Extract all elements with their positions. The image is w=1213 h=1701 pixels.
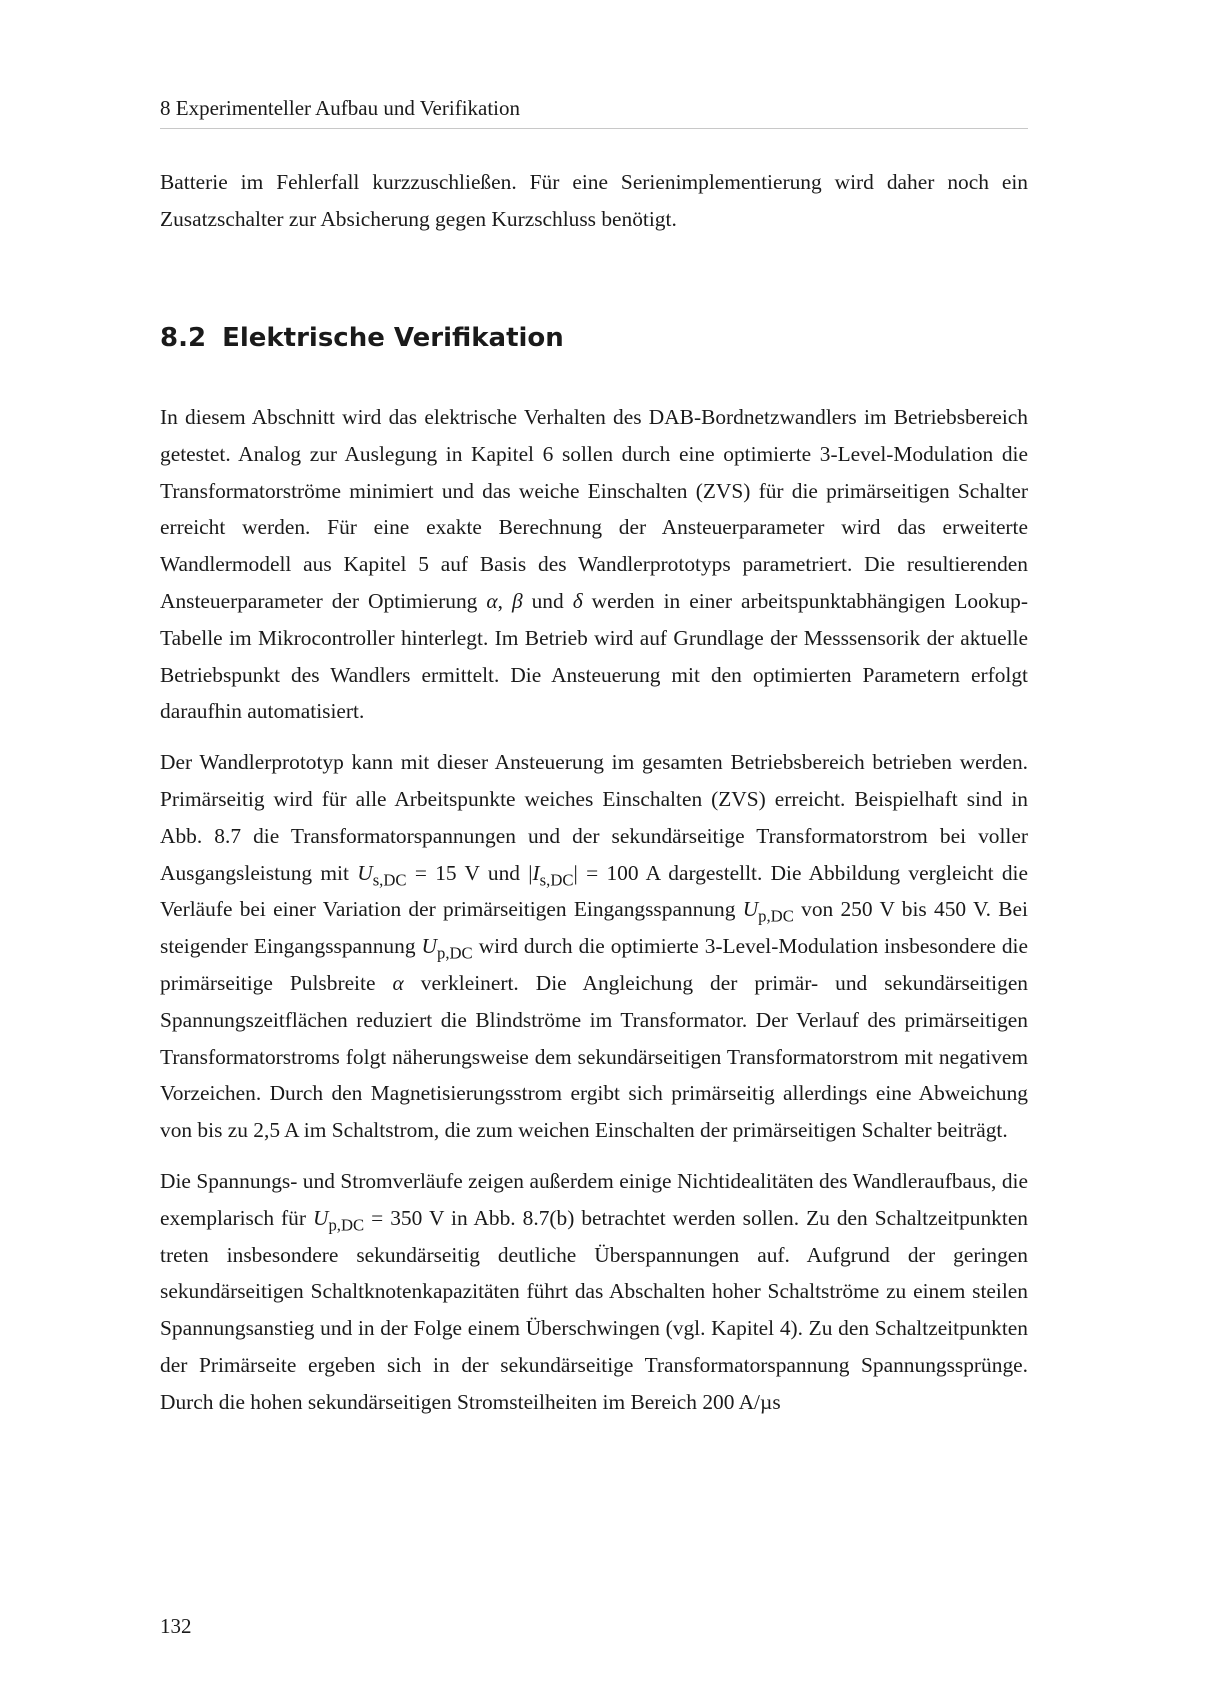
text-run: Der Wandlerprototyp kann mit dieser Ansteuerung im gesamten Betriebsbereich betrieben werden. Primärseitig wird für alle Arbeitspunkte weiches Einschalten (ZVS) erreicht. Beispielhaft sind in Abb. 8.7 die Transformatorspannungen und der sekundärseitige Transformatorstrom bei voller Ausgangsleistung mit: [160, 750, 1028, 885]
symbol-u: U: [313, 1205, 329, 1230]
symbol-i: I: [532, 860, 540, 885]
subscript: s,DC: [539, 869, 574, 889]
paragraph-3: [160, 1163, 1028, 1421]
text-run: ,: [497, 588, 512, 613]
symbol-u: U: [357, 860, 373, 885]
text-run: verkleinert. Die Angleichung der primär- und sekundärseitigen Spannungszeitflächen reduziert die Blindströme im Transformator. Der Verlauf des primärseitigen Transformatorstroms folgt näherungsweise dem sekundärseitigen Transformatorstrom mit negativem Vorzeichen. Durch den Magnetisierungsstrom ergibt sich primärseitig allerdings eine Abweichung von bis zu 2,5 A im Schaltstrom, die zum weichen Einschalten der primärseitigen Schalter beiträgt.: [160, 970, 1029, 1143]
section-number: 8.2: [160, 323, 207, 353]
carryover-paragraph: [160, 164, 1028, 238]
text-run: und: [522, 588, 573, 613]
paragraph-2: [160, 744, 1028, 1149]
section-heading: [160, 320, 564, 356]
symbol-delta: δ: [572, 588, 583, 613]
text-run: werden in einer arbeitspunktabhängigen Lookup-Tabelle im Mikrocontroller hinterlegt. Im Betrieb wird auf Grundlage der Messsensorik der aktuelle Betriebspunkt des Wandlers ermittelt. Die Ansteuerung mit den optimierten Parametern erfolgt daraufhin automatisiert.: [160, 588, 1029, 724]
text-run: = 15 V und |: [406, 860, 533, 885]
text-run: Die Spannungs- und Stromverläufe zeigen außerdem einige Nichtidealitäten des Wandleraufbaus, die exemplarisch für: [160, 1168, 1028, 1230]
text-run: von 250 V bis 450 V. Bei steigender Eingangsspannung: [160, 897, 1028, 959]
text-run: | = 100 A dargestellt. Die Abbildung vergleicht die Verläufe bei einer Variation der primärseitigen Eingangsspannung: [160, 860, 1028, 922]
subscript: p,DC: [758, 906, 794, 926]
symbol-u: U: [742, 897, 759, 922]
subscript: s,DC: [372, 869, 407, 889]
symbol-alpha: α: [486, 588, 498, 613]
text-run: In diesem Abschnitt wird das elektrische Verhalten des DAB-Bordnetzwandlers im Betriebsbereich getestet. Analog zur Auslegung in Kapitel 6 sollen durch eine optimierte 3-Level-Modulation die Transformatorströme minimiert und das weiche Einschalten (ZVS) für die primärseitigen Schalter erreicht werden. Für eine exakte Berechnung der Ansteuerparameter wird das erweiterte Wandlermodell aus Kapitel 5 auf Basis des Wandlerprototyps parametriert. Die resultierenden Ansteuerparameter der Optimierung: [160, 405, 1028, 613]
section-title: Elektrische Verifikation: [222, 323, 564, 353]
running-head: 8 Experimenteller Aufbau und Verifikation: [160, 94, 1028, 129]
symbol-u: U: [421, 934, 437, 959]
body-paragraphs: [160, 399, 1028, 1421]
subscript: p,DC: [436, 943, 473, 963]
text-run: = 350 V in Abb. 8.7(b) betrachtet werden sollen. Zu den Schaltzeitpunkten treten insbesondere sekundärseitig deutliche Überspannungen auf. Aufgrund der geringen sekundärseitigen Schaltknotenkapazitäten führt das Abschalten hoher Schaltströme zu einem steilen Spannungsanstieg und in der Folge einem Überschwingen (vgl. Kapitel 4). Zu den Schaltzeitpunkten der Primärseite ergeben sich in der sekundärseitige Transformatorspannung Spannungssprünge. Durch die hohen sekundärseitigen Stromsteilheiten im Bereich 200 A/µs: [160, 1205, 1029, 1414]
symbol-beta: β: [511, 588, 523, 613]
text-run: wird durch die optimierte 3-Level-Modulation insbesondere die primärseitige Pulsbreite: [160, 934, 1028, 995]
paragraph-text: Batterie im Fehlerfall kurzzuschließen. Für eine Serienimplementierung wird daher noch ein Zusatzschalter zur Absicherung gegen Kurzschluss benötigt.: [160, 170, 1028, 231]
paragraph-1: [160, 399, 1028, 730]
symbol-alpha: α: [392, 970, 404, 995]
page-number: 132: [160, 1614, 192, 1638]
subscript: p,DC: [328, 1215, 365, 1235]
